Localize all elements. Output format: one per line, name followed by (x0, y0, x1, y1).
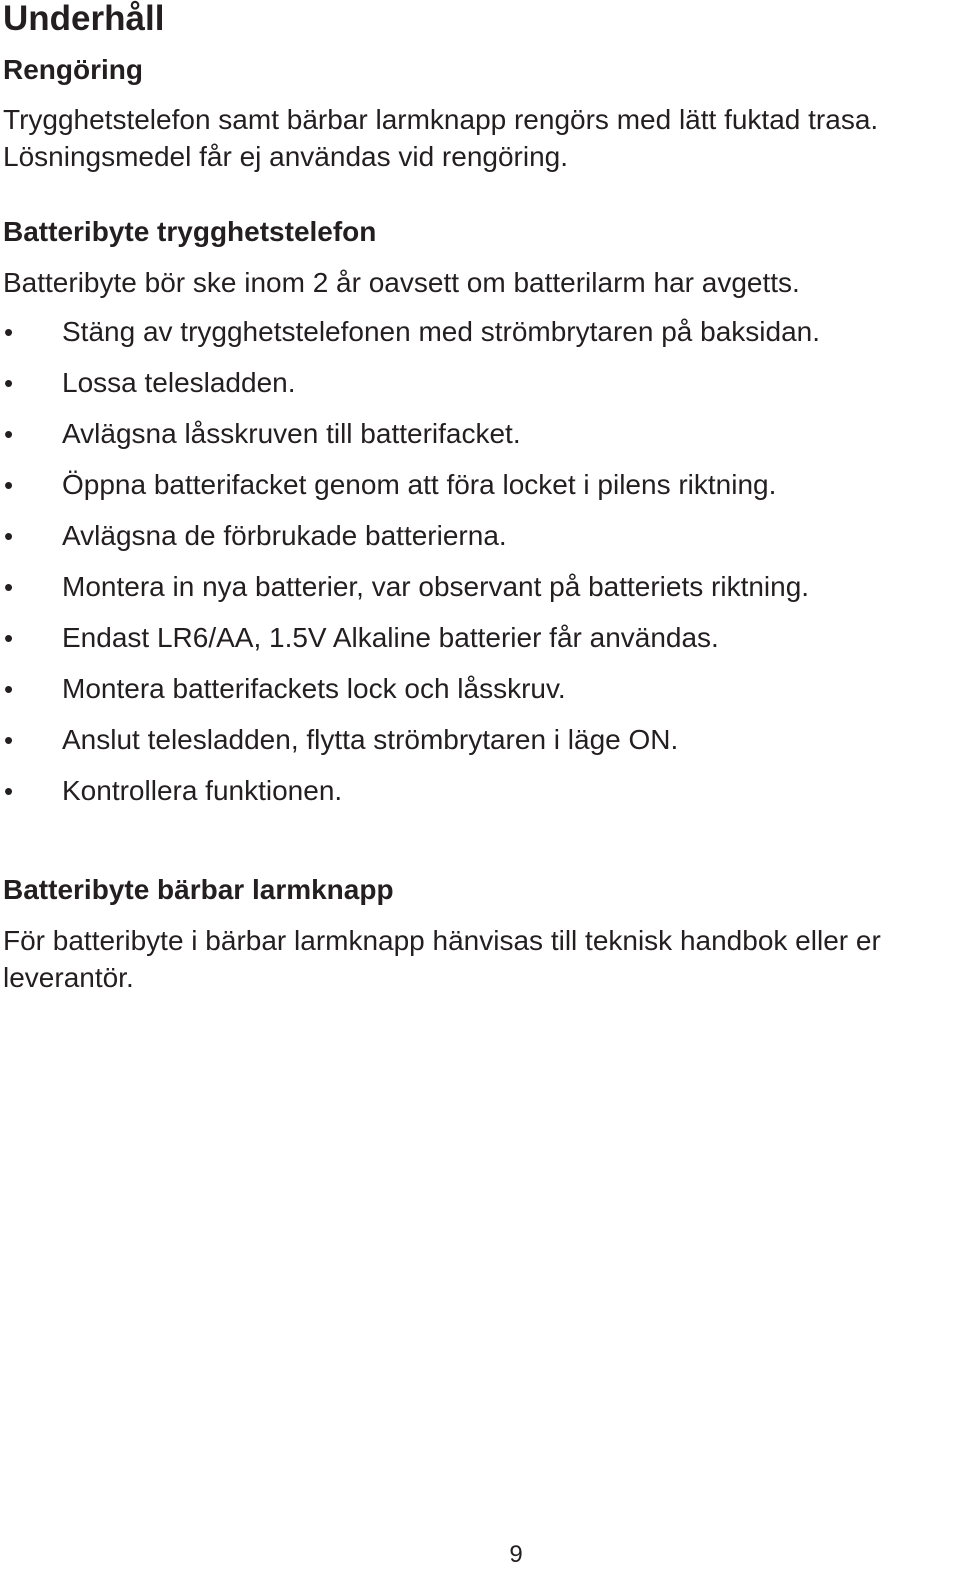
bullet-icon: • (4, 317, 14, 347)
list-item (0, 516, 820, 567)
bullet-icon: • (4, 674, 14, 704)
step-text: Montera in nya batterier, var observant på batteriets riktning. (62, 571, 810, 602)
list-item (0, 312, 820, 363)
step-text: Anslut telesladden, flytta strömbrytaren i läge ON. (62, 724, 679, 755)
bullet-icon: • (4, 725, 14, 755)
section-heading-battery-phone: Batteribyte trygghetstelefon (3, 216, 377, 247)
step-text: Avlägsna låsskruven till batterifacket. (62, 418, 521, 449)
list-item (0, 771, 820, 822)
list-item (0, 720, 820, 771)
battery-phone-intro: Batteribyte bör ske inom 2 år oavsett om batterilarm har avgetts. (3, 267, 800, 298)
list-item (0, 567, 820, 618)
bullet-icon: • (4, 776, 14, 806)
battery-button-paragraph: För batteribyte i bärbar larmknapp hänvisas till teknisk handbok eller er leverantör. (3, 925, 881, 993)
bullet-icon: • (4, 470, 14, 500)
cleaning-paragraph: Trygghetstelefon samt bärbar larmknapp rengörs med lätt fuktad trasa. Lösningsmedel får ej användas vid rengöring. (3, 104, 879, 172)
step-text: Stäng av trygghetstelefonen med strömbrytaren på baksidan. (62, 316, 820, 347)
section-heading-cleaning: Rengöring (3, 54, 143, 85)
bullet-icon: • (4, 521, 14, 551)
bullet-icon: • (4, 368, 14, 398)
step-text: Öppna batterifacket genom att föra locket i pilens riktning. (62, 469, 777, 500)
section-heading-battery-button: Batteribyte bärbar larmknapp (3, 874, 394, 905)
step-text: Lossa telesladden. (62, 367, 296, 398)
step-text: Kontrollera funktionen. (62, 775, 343, 806)
battery-phone-steps (0, 312, 820, 822)
bullet-icon: • (4, 419, 14, 449)
bullet-icon: • (4, 572, 14, 602)
list-item (0, 618, 820, 669)
page-number: 9 (509, 1541, 523, 1568)
step-text: Endast LR6/AA, 1.5V Alkaline batterier får användas. (62, 622, 719, 653)
list-item (0, 363, 820, 414)
step-text: Montera batterifackets lock och låsskruv. (62, 673, 566, 704)
step-text: Avlägsna de förbrukade batterierna. (62, 520, 507, 551)
list-item (0, 669, 820, 720)
page-title: Underhåll (3, 0, 165, 38)
bullet-icon: • (4, 623, 14, 653)
list-item (0, 414, 820, 465)
list-item (0, 465, 820, 516)
